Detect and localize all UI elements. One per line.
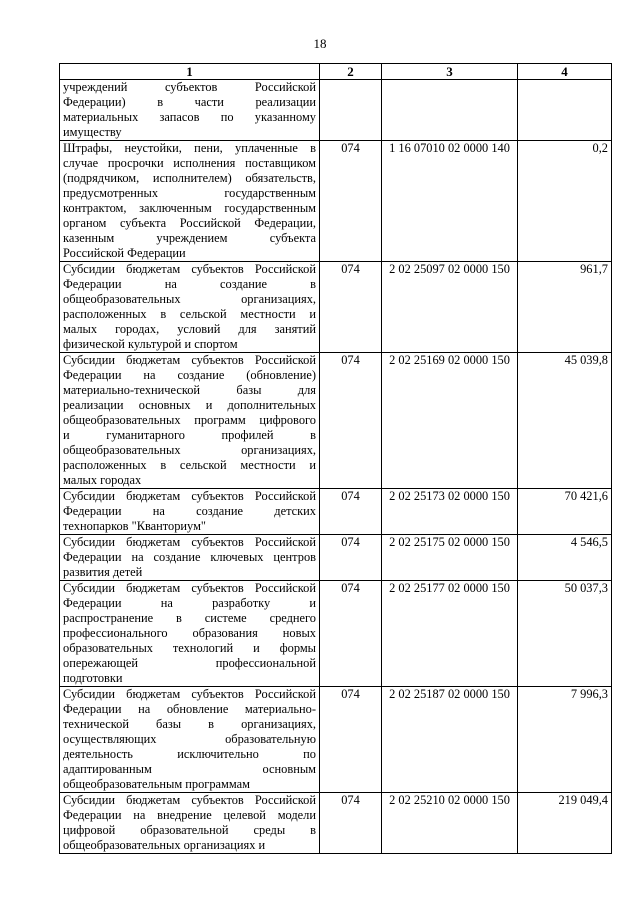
table-row bbox=[60, 353, 612, 489]
description-line: общеобразовательным программам bbox=[63, 777, 250, 791]
row-budget-code bbox=[382, 80, 518, 141]
row-amount: 50 037,3 bbox=[518, 581, 612, 687]
page-number: 18 bbox=[313, 36, 327, 51]
row-admin-code: 074 bbox=[320, 535, 382, 581]
row-admin-code: 074 bbox=[320, 489, 382, 535]
description-line: реализации основных и дополнительных bbox=[63, 398, 316, 412]
description-line: Федерации на обновление материально- bbox=[63, 702, 316, 716]
description-line: развития детей bbox=[63, 565, 143, 579]
description-line: расположенных в сельской местности и bbox=[63, 307, 316, 321]
table-row bbox=[60, 687, 612, 793]
description-line: подготовки bbox=[63, 671, 123, 685]
row-budget-code: 2 02 25177 02 0000 150 bbox=[382, 581, 518, 687]
row-admin-code: 074 bbox=[320, 793, 382, 854]
row-description bbox=[60, 353, 320, 489]
description-line: Федерации на создание (обновление) bbox=[63, 368, 316, 382]
description-line: и гуманитарного профилей в bbox=[63, 428, 316, 442]
row-description bbox=[60, 141, 320, 262]
description-line: профессионального образования новых bbox=[63, 626, 316, 640]
table-row bbox=[60, 581, 612, 687]
description-line: казенным учреждением субъекта bbox=[63, 231, 316, 245]
description-line: случае просрочки исполнения поставщиком bbox=[63, 156, 316, 170]
budget-table bbox=[59, 63, 612, 854]
description-line: предусмотренных государственным bbox=[63, 186, 316, 200]
description-line: малых городах bbox=[63, 473, 142, 487]
description-line: Федерации на создание ключевых центров bbox=[63, 550, 316, 564]
row-amount: 4 546,5 bbox=[518, 535, 612, 581]
description-line: материально-технической базы для bbox=[63, 383, 316, 397]
row-budget-code: 2 02 25169 02 0000 150 bbox=[382, 353, 518, 489]
description-line: Федерации на создание в bbox=[63, 277, 316, 291]
column-header-1: 1 bbox=[60, 64, 320, 80]
row-admin-code: 074 bbox=[320, 581, 382, 687]
header-row bbox=[60, 64, 612, 80]
row-budget-code: 2 02 25210 02 0000 150 bbox=[382, 793, 518, 854]
row-amount: 7 996,3 bbox=[518, 687, 612, 793]
description-line: учреждений субъектов Российской bbox=[63, 80, 316, 94]
description-line: распространение в системе среднего bbox=[63, 611, 316, 625]
description-line: материальных запасов по указанному bbox=[63, 110, 316, 124]
description-line: Субсидии бюджетам субъектов Российской bbox=[63, 535, 316, 549]
row-amount: 70 421,6 bbox=[518, 489, 612, 535]
description-line: Штрафы, неустойки, пени, уплаченные в bbox=[63, 141, 316, 155]
description-line: общеобразовательных организациях, bbox=[63, 292, 316, 306]
row-admin-code: 074 bbox=[320, 262, 382, 353]
description-line: адаптированным основным bbox=[63, 762, 316, 776]
description-line: деятельность исключительно по bbox=[63, 747, 316, 761]
row-description bbox=[60, 262, 320, 353]
row-amount: 961,7 bbox=[518, 262, 612, 353]
row-amount: 45 039,8 bbox=[518, 353, 612, 489]
table-row bbox=[60, 489, 612, 535]
description-line: технической базы в организациях, bbox=[63, 717, 316, 731]
description-line: Субсидии бюджетам субъектов Российской bbox=[63, 581, 316, 595]
row-budget-code: 2 02 25187 02 0000 150 bbox=[382, 687, 518, 793]
description-line: Федерации) в части реализации bbox=[63, 95, 316, 109]
description-line: Субсидии бюджетам субъектов Российской bbox=[63, 262, 316, 276]
row-budget-code: 1 16 07010 02 0000 140 bbox=[382, 141, 518, 262]
description-line: Субсидии бюджетам субъектов Российской bbox=[63, 489, 316, 503]
table-body bbox=[60, 80, 612, 854]
table-row bbox=[60, 80, 612, 141]
description-line: образовательных технологий и формы bbox=[63, 641, 316, 655]
table-row bbox=[60, 535, 612, 581]
row-admin-code: 074 bbox=[320, 353, 382, 489]
row-admin-code: 074 bbox=[320, 687, 382, 793]
table-row bbox=[60, 793, 612, 854]
description-line: осуществляющих образовательную bbox=[63, 732, 316, 746]
table-row bbox=[60, 262, 612, 353]
description-line: Субсидии бюджетам субъектов Российской bbox=[63, 793, 316, 807]
description-line: технопарков "Кванториум" bbox=[63, 519, 206, 533]
description-line: малых городах, условий для занятий bbox=[63, 322, 316, 336]
description-line: Федерации на создание детских bbox=[63, 504, 316, 518]
description-line: контрактом, заключенным государственным bbox=[63, 201, 316, 215]
description-line: Российской Федерации bbox=[63, 246, 186, 260]
column-header-3: 3 bbox=[382, 64, 518, 80]
description-line: общеобразовательных организациях, bbox=[63, 443, 316, 457]
row-amount bbox=[518, 80, 612, 141]
row-budget-code: 2 02 25175 02 0000 150 bbox=[382, 535, 518, 581]
description-line: общеобразовательных организациях и bbox=[63, 838, 266, 852]
row-admin-code: 074 bbox=[320, 141, 382, 262]
row-description bbox=[60, 489, 320, 535]
description-line: расположенных в сельской местности и bbox=[63, 458, 316, 472]
description-line: имуществу bbox=[63, 125, 122, 139]
column-header-4: 4 bbox=[518, 64, 612, 80]
column-header-2: 2 bbox=[320, 64, 382, 80]
row-budget-code: 2 02 25097 02 0000 150 bbox=[382, 262, 518, 353]
row-description bbox=[60, 793, 320, 854]
description-line: физической культурой и спортом bbox=[63, 337, 238, 351]
row-admin-code bbox=[320, 80, 382, 141]
row-amount: 219 049,4 bbox=[518, 793, 612, 854]
row-description bbox=[60, 687, 320, 793]
description-line: цифровой образовательной среды в bbox=[63, 823, 316, 837]
row-amount: 0,2 bbox=[518, 141, 612, 262]
table-row bbox=[60, 141, 612, 262]
row-description bbox=[60, 581, 320, 687]
description-line: Федерации на внедрение целевой модели bbox=[63, 808, 316, 822]
description-line: опережающей профессиональной bbox=[63, 656, 316, 670]
description-line: Субсидии бюджетам субъектов Российской bbox=[63, 687, 316, 701]
row-description bbox=[60, 535, 320, 581]
description-line: Федерации на разработку и bbox=[63, 596, 316, 610]
description-line: (подрядчиком, исполнителем) обязательств, bbox=[63, 171, 316, 185]
description-line: общеобразовательных программ цифрового bbox=[63, 413, 316, 427]
description-line: Субсидии бюджетам субъектов Российской bbox=[63, 353, 316, 367]
row-budget-code: 2 02 25173 02 0000 150 bbox=[382, 489, 518, 535]
row-description bbox=[60, 80, 320, 141]
description-line: органом субъекта Российской Федерации, bbox=[63, 216, 316, 230]
